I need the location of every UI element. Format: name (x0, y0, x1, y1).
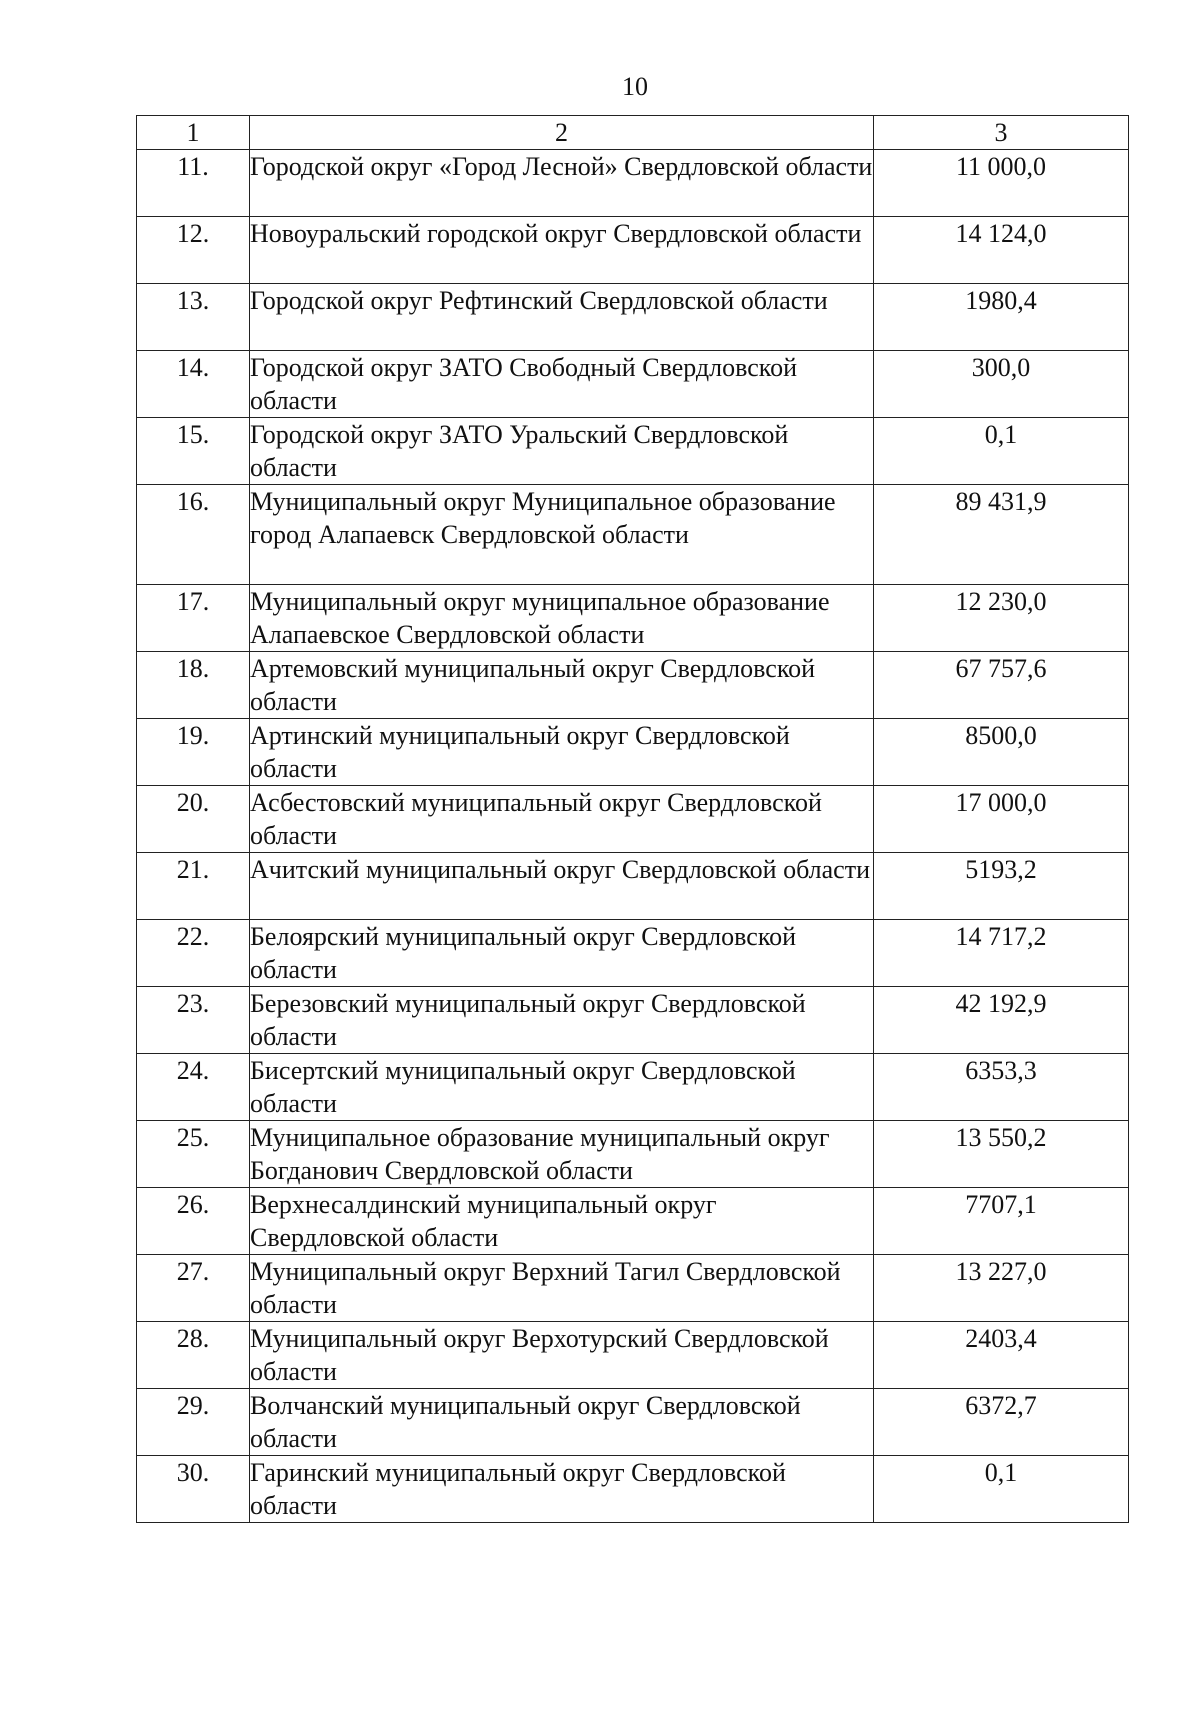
municipality-name: Верхнесалдинский муниципальный округ Свердловской области (250, 1188, 874, 1255)
amount-value: 6353,3 (874, 1054, 1129, 1121)
row-number: 28. (137, 1322, 250, 1389)
municipality-name: Волчанский муниципальный округ Свердловской области (250, 1389, 874, 1456)
row-number: 27. (137, 1255, 250, 1322)
table-row (137, 1456, 1129, 1523)
amount-value: 42 192,9 (874, 987, 1129, 1054)
row-number: 23. (137, 987, 250, 1054)
row-number: 30. (137, 1456, 250, 1523)
table-row (137, 1188, 1129, 1255)
municipality-name: Новоуральский городской округ Свердловской области (250, 217, 874, 284)
municipality-name: Березовский муниципальный округ Свердловской области (250, 987, 874, 1054)
amount-value: 13 227,0 (874, 1255, 1129, 1322)
amount-value: 11 000,0 (874, 150, 1129, 217)
amount-value: 89 431,9 (874, 485, 1129, 585)
municipality-name: Артинский муниципальный округ Свердловской области (250, 719, 874, 786)
row-number: 20. (137, 786, 250, 853)
allocation-table (136, 115, 1129, 1523)
row-number: 16. (137, 485, 250, 585)
table-row (137, 719, 1129, 786)
table-row (137, 217, 1129, 284)
municipality-name: Муниципальное образование муниципальный округ Богданович Свердловской области (250, 1121, 874, 1188)
amount-value: 14 717,2 (874, 920, 1129, 987)
amount-value: 1980,4 (874, 284, 1129, 351)
table-row (137, 1121, 1129, 1188)
table-row (137, 987, 1129, 1054)
column-header-3: 3 (874, 116, 1129, 150)
municipality-name: Асбестовский муниципальный округ Свердловской области (250, 786, 874, 853)
table-row (137, 284, 1129, 351)
table-row (137, 351, 1129, 418)
row-number: 13. (137, 284, 250, 351)
table-header-row (137, 116, 1129, 150)
amount-value: 0,1 (874, 1456, 1129, 1523)
row-number: 14. (137, 351, 250, 418)
row-number: 11. (137, 150, 250, 217)
table-row (137, 1255, 1129, 1322)
table-row (137, 652, 1129, 719)
table-row (137, 920, 1129, 987)
amount-value: 8500,0 (874, 719, 1129, 786)
row-number: 15. (137, 418, 250, 485)
amount-value: 7707,1 (874, 1188, 1129, 1255)
row-number: 24. (137, 1054, 250, 1121)
row-number: 19. (137, 719, 250, 786)
amount-value: 67 757,6 (874, 652, 1129, 719)
municipality-name: Городской округ Рефтинский Свердловской области (250, 284, 874, 351)
table-row (137, 786, 1129, 853)
amount-value: 13 550,2 (874, 1121, 1129, 1188)
municipality-name: Муниципальный округ муниципальное образование Алапаевское Свердловской области (250, 585, 874, 652)
table-row (137, 853, 1129, 920)
row-number: 25. (137, 1121, 250, 1188)
table-row (137, 1389, 1129, 1456)
table-row (137, 1322, 1129, 1389)
municipality-name: Артемовский муниципальный округ Свердловской области (250, 652, 874, 719)
row-number: 12. (137, 217, 250, 284)
column-header-1: 1 (137, 116, 250, 150)
row-number: 18. (137, 652, 250, 719)
municipality-name: Муниципальный округ Верхотурский Свердловской области (250, 1322, 874, 1389)
amount-value: 300,0 (874, 351, 1129, 418)
amount-value: 14 124,0 (874, 217, 1129, 284)
municipality-name: Муниципальный округ Муниципальное образование город Алапаевск Свердловской области (250, 485, 874, 585)
amount-value: 6372,7 (874, 1389, 1129, 1456)
table-row (137, 418, 1129, 485)
row-number: 26. (137, 1188, 250, 1255)
row-number: 21. (137, 853, 250, 920)
municipality-name: Муниципальный округ Верхний Тагил Свердловской области (250, 1255, 874, 1322)
amount-value: 12 230,0 (874, 585, 1129, 652)
amount-value: 5193,2 (874, 853, 1129, 920)
amount-value: 0,1 (874, 418, 1129, 485)
municipality-name: Городской округ ЗАТО Свободный Свердловской области (250, 351, 874, 418)
municipality-name: Гаринский муниципальный округ Свердловской области (250, 1456, 874, 1523)
table-row (137, 1054, 1129, 1121)
table-row (137, 150, 1129, 217)
page-number: 10 (622, 72, 648, 101)
amount-value: 17 000,0 (874, 786, 1129, 853)
municipality-name: Городской округ ЗАТО Уральский Свердловской области (250, 418, 874, 485)
row-number: 29. (137, 1389, 250, 1456)
amount-value: 2403,4 (874, 1322, 1129, 1389)
table-row (137, 585, 1129, 652)
municipality-name: Бисертский муниципальный округ Свердловской области (250, 1054, 874, 1121)
municipality-name: Ачитский муниципальный округ Свердловской области (250, 853, 874, 920)
row-number: 17. (137, 585, 250, 652)
table-row (137, 485, 1129, 585)
municipality-name: Белоярский муниципальный округ Свердловской области (250, 920, 874, 987)
row-number: 22. (137, 920, 250, 987)
municipality-name: Городской округ «Город Лесной» Свердловской области (250, 150, 874, 217)
column-header-2: 2 (250, 116, 874, 150)
